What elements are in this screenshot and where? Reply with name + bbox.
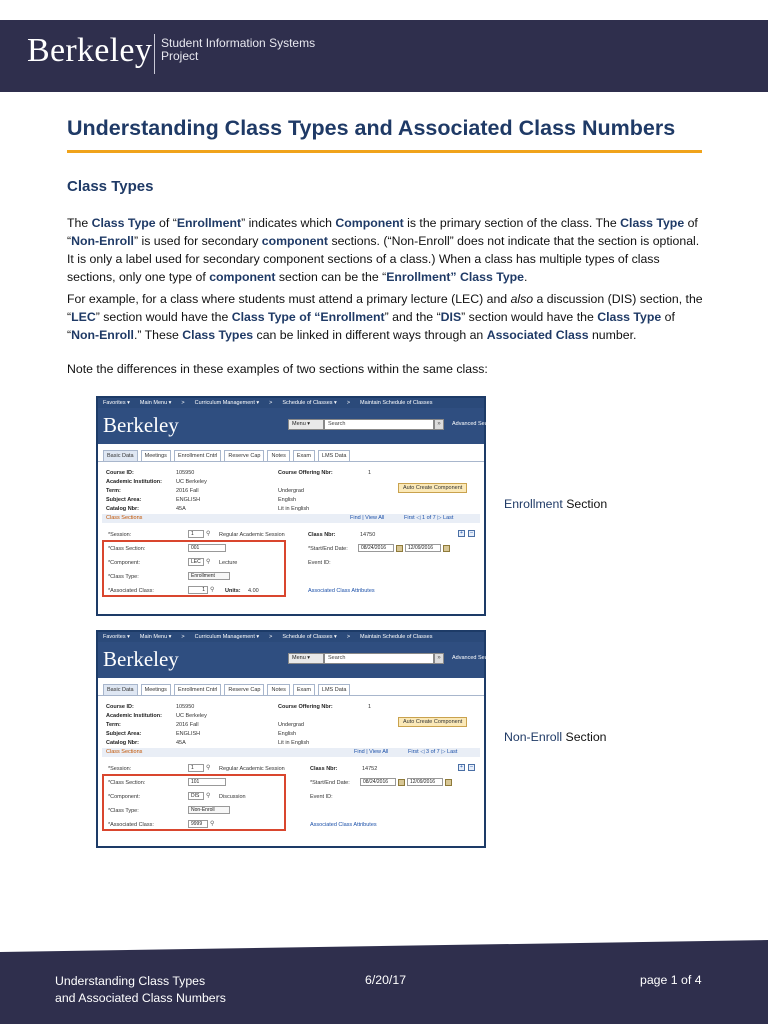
paragraph-text: . (524, 270, 528, 284)
paragraph-text: ” and the “ (384, 310, 441, 324)
start-date-input[interactable]: 08/24/2016 (358, 544, 394, 552)
tab-enrollment-cntrl[interactable]: Enrollment Cntrl (174, 450, 221, 461)
end-date-input[interactable]: 12/09/2016 (407, 778, 443, 786)
career-value: Undergrad (278, 722, 304, 728)
paragraph-text: is the primary section of the class. The (403, 216, 621, 230)
find-view-all-link[interactable]: Find | View All (350, 515, 385, 521)
lookup-icon[interactable]: ⚲ (206, 793, 211, 799)
calendar-icon[interactable] (396, 545, 403, 552)
component-label: *Component: (108, 794, 141, 800)
course-id-label: Course ID: (106, 704, 134, 710)
term-label: Term: (106, 722, 121, 728)
topbar-favorites[interactable]: Favorites ▾ (103, 400, 130, 406)
menu-dropdown[interactable]: Menu ▾ (288, 419, 324, 430)
nonenroll-key: Non-Enroll (504, 730, 563, 744)
dates-label: *Start/End Date: (310, 780, 350, 786)
paragraph-class-type-definition (67, 214, 707, 286)
keyword-term: Class Type (597, 310, 662, 324)
paragraph-text: ” indicates which (241, 216, 336, 230)
session-desc: Regular Academic Session (219, 766, 285, 772)
paragraph-text: number. (588, 328, 637, 342)
tab-exam[interactable]: Exam (293, 684, 315, 695)
add-row-icon[interactable]: + (458, 530, 465, 537)
footer-title-line1: Understanding Class Types (55, 974, 206, 988)
delete-row-icon[interactable]: – (468, 530, 475, 537)
subject-label: Subject Area: (106, 497, 142, 503)
delete-row-icon[interactable]: – (468, 764, 475, 771)
end-date-input[interactable]: 12/09/2016 (405, 544, 441, 552)
class-nbr-label: Class Nbr: (308, 532, 336, 538)
paragraph-text: section can be the “ (275, 270, 387, 284)
subject-value: ENGLISH (176, 497, 201, 503)
event-id-label: Event ID: (310, 794, 333, 800)
find-view-all-link[interactable]: Find | View All (354, 749, 389, 755)
topbar-curriculum[interactable]: Curriculum Management ▾ (194, 400, 260, 406)
class-nbr-label: Class Nbr: (310, 766, 338, 772)
catalog-desc: Lit in English (278, 506, 310, 512)
component-desc: Lecture (219, 560, 238, 566)
class-type-select[interactable]: Non-Enroll (188, 806, 230, 814)
topbar-maintain[interactable]: Maintain Schedule of Classes (360, 634, 433, 640)
lookup-icon[interactable]: ⚲ (206, 531, 211, 537)
assoc-class-label: *Associated Class: (108, 588, 154, 594)
term-label: Term: (106, 488, 121, 494)
enrollment-section-label (504, 497, 607, 511)
class-section-input[interactable]: 101 (188, 778, 226, 786)
topbar-maintain[interactable]: Maintain Schedule of Classes (360, 400, 433, 406)
app-body (98, 462, 484, 618)
topbar-sep: > (346, 400, 351, 406)
tab-lms-data[interactable]: LMS Data (318, 450, 350, 461)
tab-lms-data[interactable]: LMS Data (318, 684, 350, 695)
tab-enrollment-cntrl[interactable]: Enrollment Cntrl (174, 684, 221, 695)
nonenroll-rest: Section (562, 730, 607, 744)
footer-page-number: page 1 of 4 (640, 973, 702, 987)
start-date-input[interactable]: 08/24/2016 (360, 778, 396, 786)
session-input[interactable]: 1 (188, 764, 204, 772)
class-type-label: *Class Type: (108, 808, 139, 814)
enrollment-rest: Section (562, 497, 608, 511)
tab-reserve-cap[interactable]: Reserve Cap (224, 684, 264, 695)
document-title: Understanding Class Types and Associated Class Numbers (67, 116, 676, 140)
keyword-term: Class Type (620, 216, 685, 230)
app-topbar (98, 632, 484, 642)
topbar-sep: > (181, 634, 185, 640)
app-logo: Berkeley (103, 647, 179, 671)
keyword-term: Class Types (182, 328, 254, 342)
app-tabs (98, 678, 484, 696)
keyword-term: Class Type (231, 310, 296, 324)
paragraph-text: of “ (155, 216, 177, 230)
topbar-favorites[interactable]: Favorites ▾ (103, 634, 130, 640)
units-value: 4.00 (248, 588, 259, 594)
app-tabs (98, 444, 484, 462)
topbar-main-menu[interactable]: Main Menu ▾ (139, 634, 172, 640)
paragraph-text: of “ (67, 310, 675, 342)
auto-create-component-button[interactable]: Auto Create Component (398, 717, 467, 727)
paragraph-text: of “ (67, 216, 698, 248)
advanced-search-link[interactable]: Advanced Searc (452, 655, 493, 661)
keyword-term: Component (335, 216, 404, 230)
highlight-box (102, 540, 286, 597)
catalog-label: Catalog Nbr: (106, 740, 139, 746)
topbar-sep: > (269, 634, 273, 640)
header-subtitle (161, 37, 315, 63)
topbar-schedule[interactable]: Schedule of Classes ▾ (282, 634, 337, 640)
topbar-main-menu[interactable]: Main Menu ▾ (139, 400, 172, 406)
search-input[interactable]: Search (324, 419, 434, 430)
topbar-sep: > (346, 634, 351, 640)
keyword-term: Enrollment (320, 310, 385, 324)
keyword-term: Class Type (91, 216, 156, 230)
institution-value: UC Berkeley (176, 479, 207, 485)
header-subtitle-line2: Project (161, 49, 199, 63)
assoc-class-input[interactable]: 9999 (188, 820, 208, 828)
pagination[interactable]: First ◁ 3 of 7 ▷ Last (408, 749, 458, 755)
session-label: *Session: (108, 532, 132, 538)
assoc-class-label: *Associated Class: (108, 822, 154, 828)
highlight-box (102, 774, 286, 831)
advanced-search-link[interactable]: Advanced Searc (452, 421, 493, 427)
assoc-class-input[interactable]: 1 (188, 586, 208, 594)
search-go-button[interactable]: » (434, 653, 444, 664)
paragraph-text: ” is used for secondary (133, 234, 262, 248)
calendar-icon[interactable] (445, 779, 452, 786)
lookup-icon[interactable]: ⚲ (206, 559, 211, 565)
offering-value: 1 (368, 704, 372, 710)
app-body (98, 696, 484, 852)
subject-value: ENGLISH (176, 731, 201, 737)
institution-label: Academic Institution: (106, 479, 162, 485)
page-footer (0, 930, 768, 1024)
term-value: 2016 Fall (176, 722, 199, 728)
topbar-curriculum[interactable]: Curriculum Management ▾ (194, 634, 260, 640)
footer-date: 6/20/17 (365, 973, 407, 987)
keyword-term: LEC (71, 310, 96, 324)
enrollment-key: Enrollment (504, 497, 563, 511)
tab-basic-data[interactable]: Basic Data (103, 450, 138, 461)
keyword-term: Non-Enroll (71, 328, 134, 342)
header-divider (154, 34, 155, 74)
paragraph-text: .” These (133, 328, 183, 342)
paragraph-text: The (67, 216, 92, 230)
paragraph-example (67, 290, 707, 344)
calendar-icon[interactable] (398, 779, 405, 786)
paragraph-text: can be linked in different ways through an (253, 328, 487, 342)
session-desc: Regular Academic Session (219, 532, 285, 538)
keyword-term: component (261, 234, 329, 248)
institution-value: UC Berkeley (176, 713, 207, 719)
subject-label: Subject Area: (106, 731, 142, 737)
catalog-desc: Lit in English (278, 740, 310, 746)
component-input[interactable]: LEC (188, 558, 204, 566)
search-go-button[interactable]: » (434, 419, 444, 430)
offering-value: 1 (368, 470, 372, 476)
offering-label: Course Offering Nbr: (278, 704, 333, 710)
tab-basic-data[interactable]: Basic Data (103, 684, 138, 695)
calendar-icon[interactable] (443, 545, 450, 552)
course-id-value: 105950 (176, 470, 195, 476)
app-banner (98, 642, 493, 678)
paragraph-text: also (510, 292, 534, 306)
tab-exam[interactable]: Exam (293, 450, 315, 461)
institution-label: Academic Institution: (106, 713, 162, 719)
dates-label: *Start/End Date: (308, 546, 348, 552)
session-label: *Session: (108, 766, 132, 772)
lookup-icon[interactable]: ⚲ (210, 821, 215, 827)
class-sections-title: Class Sections (106, 749, 143, 755)
topbar-sep: > (181, 400, 185, 406)
pagination[interactable]: First ◁ 1 of 7 ▷ Last (404, 515, 454, 521)
class-type-select[interactable]: Enrollment (188, 572, 230, 580)
class-sections-title: Class Sections (106, 515, 143, 521)
keyword-term: Non-Enroll (71, 234, 134, 248)
topbar-sep: > (269, 400, 273, 406)
berkeley-logo: Berkeley (27, 32, 153, 69)
offering-label: Course Offering Nbr: (278, 470, 333, 476)
keyword-term: of “ (295, 310, 321, 324)
nonenroll-section-label (504, 730, 607, 744)
menu-dropdown[interactable]: Menu ▾ (288, 653, 324, 664)
catalog-label: Catalog Nbr: (106, 506, 139, 512)
class-section-label: *Class Section: (108, 780, 146, 786)
paragraph-text: a discussion (DIS) section, the “ (67, 292, 703, 324)
auto-create-component-button[interactable]: Auto Create Component (398, 483, 467, 493)
units-label: Units: (225, 588, 241, 594)
paragraph-text: ” section would have the (95, 310, 232, 324)
keyword-term: DIS (440, 310, 462, 324)
subject-desc: English (278, 731, 297, 737)
app-logo: Berkeley (103, 413, 179, 437)
course-id-label: Course ID: (106, 470, 134, 476)
add-row-icon[interactable]: + (458, 764, 465, 771)
paragraph-text: ” section would have the (461, 310, 598, 324)
title-underline (67, 150, 702, 153)
session-input[interactable]: 1 (188, 530, 204, 538)
screenshot-nonenroll-section (96, 630, 493, 848)
assoc-class-attributes-link[interactable]: Associated Class Attributes (308, 588, 375, 594)
paragraph-text: For example, for a class where students must attend a primary lecture (LEC) and (67, 292, 511, 306)
assoc-class-attributes-link[interactable]: Associated Class Attributes (310, 822, 377, 828)
catalog-value: 45A (176, 740, 186, 746)
footer-title-line2: and Associated Class Numbers (55, 991, 226, 1005)
keyword-term: component (209, 270, 276, 284)
class-nbr-value: 14750 (360, 532, 376, 538)
paragraph-text: sections. (“Non-Enroll” does not indicate that the section is optional. It is only a label used for secondary component sections of a class.) When a class has multiple types of class sections, only one type of (67, 234, 700, 284)
topbar-schedule[interactable]: Schedule of Classes ▾ (282, 400, 337, 406)
catalog-value: 45A (176, 506, 186, 512)
class-type-label: *Class Type: (108, 574, 139, 580)
career-value: Undergrad (278, 488, 304, 494)
lookup-icon[interactable]: ⚲ (206, 765, 211, 771)
header-subtitle-line1: Student Information Systems (161, 36, 316, 50)
tab-meetings[interactable]: Meetings (141, 450, 171, 461)
footer-doc-title (55, 973, 226, 1007)
tab-notes[interactable]: Notes (267, 684, 289, 695)
component-desc: Discussion (219, 794, 246, 800)
page-header (0, 20, 768, 92)
class-section-label: *Class Section: (108, 546, 146, 552)
tab-reserve-cap[interactable]: Reserve Cap (224, 450, 264, 461)
event-id-label: Event ID: (308, 560, 331, 566)
tab-notes[interactable]: Notes (267, 450, 289, 461)
keyword-term: Associated Class (486, 328, 589, 342)
keyword-term: Enrollment (176, 216, 242, 230)
screenshot-enrollment-section (96, 396, 493, 616)
keyword-term: Enrollment” Class Type (386, 270, 525, 284)
component-input[interactable]: DIS (188, 792, 204, 800)
tab-meetings[interactable]: Meetings (141, 684, 171, 695)
search-input[interactable]: Search (324, 653, 434, 664)
paragraph-note: Note the differences in these examples of two sections within the same class: (67, 362, 488, 376)
class-section-input[interactable]: 001 (188, 544, 226, 552)
app-topbar (98, 398, 484, 408)
class-nbr-value: 14752 (362, 766, 378, 772)
lookup-icon[interactable]: ⚲ (210, 587, 215, 593)
term-value: 2016 Fall (176, 488, 199, 494)
course-id-value: 105950 (176, 704, 195, 710)
app-banner (98, 408, 493, 444)
component-label: *Component: (108, 560, 141, 566)
subject-desc: English (278, 497, 297, 503)
section-heading: Class Types (67, 178, 154, 195)
